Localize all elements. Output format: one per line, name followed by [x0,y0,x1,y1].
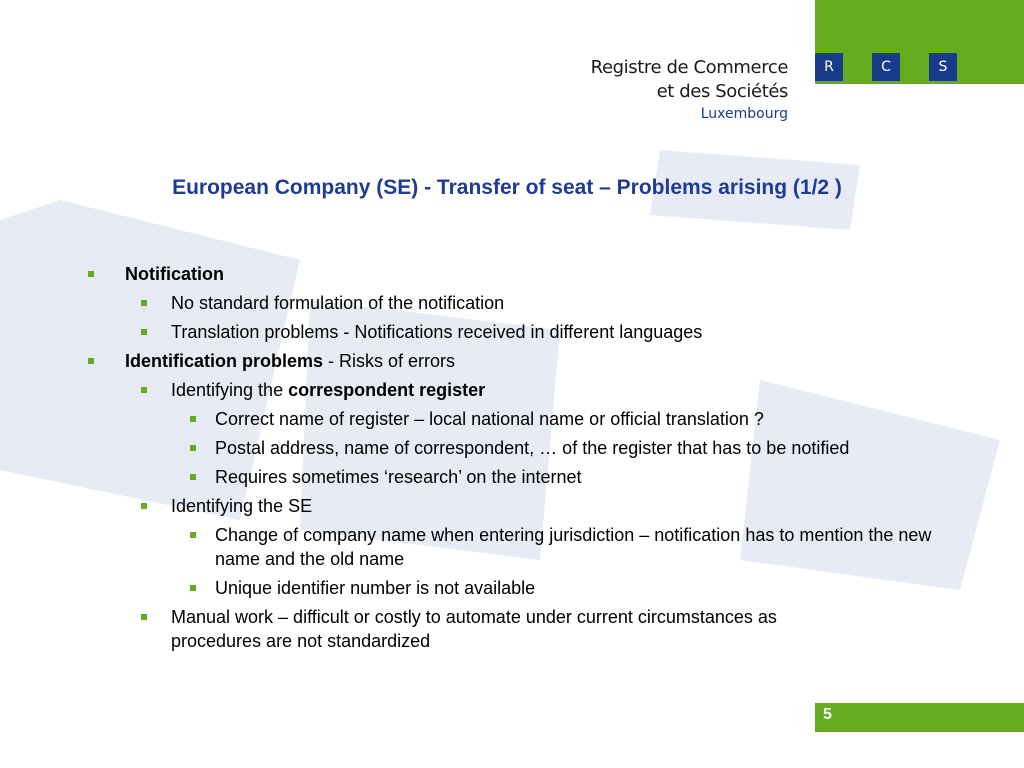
header-green-band [815,0,1024,84]
bullet-text: Change of company name when entering jurisdiction – notification has to mention the new name and the old name [215,525,932,569]
bullet-text: Correct name of register – local national name or official translation ? [215,409,764,429]
bullet-item-level3 [0,576,945,600]
bullet-square-icon [190,585,196,591]
bullet-item-level1 [0,262,1024,286]
bullet-text: - Risks of errors [323,351,456,371]
bullet-bold-text: Identification problems [125,351,324,371]
bullet-square-icon [88,358,94,364]
bullet-item-level3 [0,407,945,431]
bullet-square-icon [141,503,147,509]
bullet-square-icon [190,445,196,451]
bullet-item-level2 [0,494,871,518]
bullet-text: Unique identifier number is not available [215,578,536,598]
bullet-list [0,262,1024,658]
bullet-bold-text: correspondent register [288,380,486,400]
bullet-text: Postal address, name of correspondent, … of the register that has to be notified [215,438,850,458]
bullet-square-icon [88,271,94,277]
org-name-line1: Registre de Commerce [590,57,788,78]
bullet-text: Identifying the [171,380,289,400]
logo-box-r: R [815,53,843,81]
bullet-item-level2 [0,378,871,402]
bullet-square-icon [190,474,196,480]
slide-title: European Company (SE) - Transfer of seat – Problems arising (1/2 ) [172,176,842,199]
logo-box-c: C [872,53,900,81]
bullet-square-icon [190,532,196,538]
org-name-line2: et des Sociétés [656,81,788,102]
bullet-item-level1 [0,349,1024,373]
footer-green-band [815,703,1024,732]
bullet-item-level2 [0,320,871,344]
org-city: Luxembourg [700,106,788,122]
bullet-item-level3 [0,436,945,460]
bullet-square-icon [141,300,147,306]
bullet-bold-text: Notification [125,264,224,284]
bullet-square-icon [141,387,147,393]
bullet-item-level2 [0,291,871,315]
bullet-square-icon [190,416,196,422]
org-name [591,56,788,104]
bullet-item-level2 [0,605,871,653]
bullet-item-level3 [0,523,945,571]
bullet-item-level3 [0,465,945,489]
bullet-text: Requires sometimes ‘research’ on the internet [215,467,582,487]
bullet-text: Identifying the SE [171,496,313,516]
bullet-square-icon [141,614,147,620]
bullet-text: Translation problems - Notifications received in different languages [171,322,703,342]
logo-box-s: S [929,53,957,81]
bullet-square-icon [141,329,147,335]
bullet-text: Manual work – difficult or costly to automate under current circumstances as procedures are not standardized [171,607,777,651]
bullet-text: No standard formulation of the notification [171,293,505,313]
page-number: 5 [823,706,832,723]
